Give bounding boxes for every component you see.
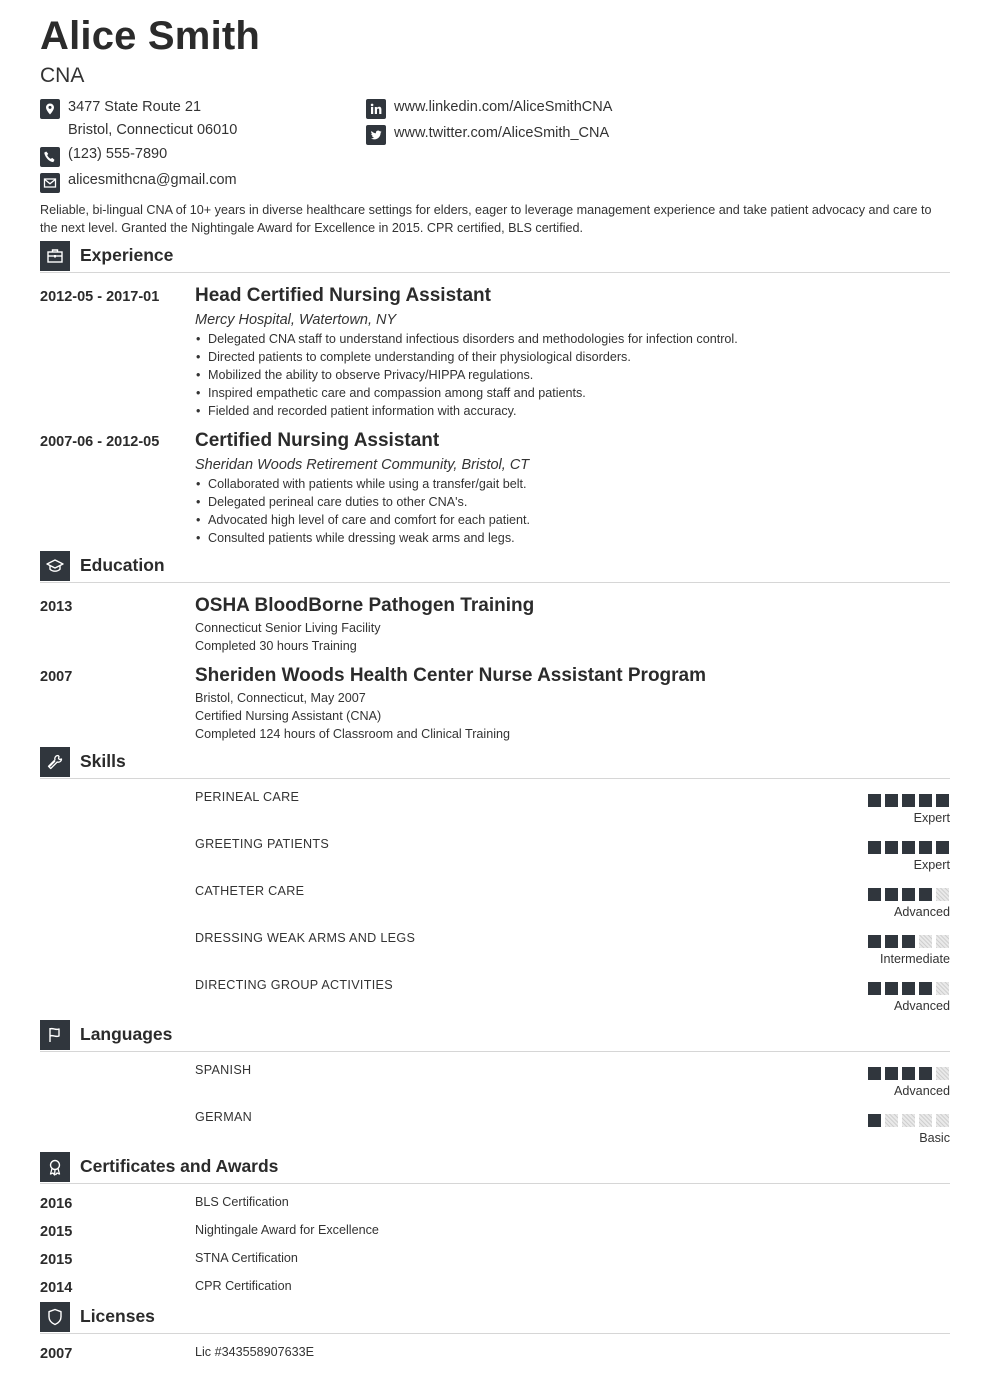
rating-square-filled [885,794,898,807]
job-bullet: • Directed patients to complete understanding of their physiological disorders. [195,348,738,366]
twitter-icon [366,125,386,145]
rating-square-empty [919,1114,932,1127]
skill-level: Expert [913,858,950,872]
rating-square-filled [885,888,898,901]
rating-square-filled [936,794,949,807]
education-detail: Completed 30 hours Training [195,639,357,653]
rating-square-filled [868,1114,881,1127]
language-rating [868,1067,950,1080]
certificate-year: 2016 [40,1196,73,1212]
linkedin-icon [366,99,386,119]
job-bullet: • Advocated high level of care and comfort for each patient. [195,511,530,529]
language-name: GERMAN [195,1110,253,1124]
location-pin-icon [40,99,60,119]
employer: Mercy Hospital, Watertown, NY [195,312,397,328]
language-level: Advanced [893,1084,950,1098]
education-detail: Bristol, Connecticut, May 2007 [195,691,366,705]
rating-square-filled [902,888,915,901]
education-detail: Certified Nursing Assistant (CNA) [195,709,382,723]
skill-name: CATHETER CARE [195,884,305,898]
job-title: Head Certified Nursing Assistant [195,285,491,306]
linkedin-link[interactable]: www.linkedin.com/AliceSmithCNA [394,99,613,115]
job-bullet: • Mobilized the ability to observe Privacy/HIPPA regulations. [195,366,738,384]
rating-square-filled [902,841,915,854]
skill-rating [868,982,950,995]
rating-square-filled [902,935,915,948]
skill-level: Advanced [893,999,950,1013]
skills-section-header [40,747,950,779]
language-rating [868,1114,950,1127]
skill-level: Advanced [893,905,950,919]
resume-headline: CNA [40,64,85,87]
rating-square-filled [868,1067,881,1080]
education-detail: Completed 124 hours of Classroom and Clinical Training [195,727,511,741]
experience-dates: 2012-05 - 2017-01 [40,289,160,305]
skill-name: DIRECTING GROUP ACTIVITIES [195,978,393,992]
job-bullets [195,330,738,420]
skill-rating [868,888,950,901]
rating-square-filled [868,888,881,901]
certificate-year: 2015 [40,1252,73,1268]
employer: Sheridan Woods Retirement Community, Bristol, CT [195,457,530,473]
language-name: SPANISH [195,1063,252,1077]
job-bullet: • Fielded and recorded patient information with accuracy. [195,402,738,420]
rating-square-filled [902,794,915,807]
job-bullet: • Delegated CNA staff to understand infectious disorders and methodologies for infection control. [195,330,738,348]
rating-square-filled [868,935,881,948]
skill-name: PERINEAL CARE [195,790,300,804]
license-year: 2007 [40,1346,73,1362]
languages-section-header [40,1020,950,1052]
phone-icon [40,147,60,167]
flag-icon [40,1020,70,1050]
license-number: Lic #343558907633E [195,1345,315,1359]
rating-square-filled [885,935,898,948]
rating-square-filled [919,1067,932,1080]
job-title: Certified Nursing Assistant [195,430,440,451]
rating-square-filled [868,841,881,854]
rating-square-empty [919,935,932,948]
experience-section-title: Experience [80,245,174,265]
certificate-year: 2014 [40,1280,73,1296]
rating-square-filled [902,982,915,995]
email-address[interactable]: alicesmithcna@gmail.com [68,172,237,188]
experience-section-header [40,241,950,273]
education-year: 2007 [40,669,73,685]
licenses-section-title: Licenses [80,1306,155,1326]
certificate-name: STNA Certification [195,1251,298,1265]
rating-square-empty [936,888,949,901]
job-bullet: • Delegated perineal care duties to other CNA's. [195,493,530,511]
languages-section-title: Languages [80,1024,173,1044]
rating-square-filled [919,794,932,807]
address-line-2: Bristol, Connecticut 06010 [68,122,238,138]
skill-name: GREETING PATIENTS [195,837,330,851]
rating-square-empty [936,1067,949,1080]
education-section-header [40,551,950,583]
certificate-name: CPR Certification [195,1279,292,1293]
award-ribbon-icon [40,1152,70,1182]
tools-icon [40,747,70,777]
professional-summary: Reliable, bi-lingual CNA of 10+ years in diverse healthcare settings for elders, eager to leverage management experience and take patient advocacy and care to the next level. Granted the Nightingale Award for Excellence in 2015. CPR certified, BLS certified. [40,203,932,235]
email-icon [40,173,60,193]
rating-square-filled [885,1067,898,1080]
job-bullet: • Consulted patients while dressing weak arms and legs. [195,529,530,547]
skill-rating [868,935,950,948]
certificate-year: 2015 [40,1224,73,1240]
rating-square-empty [902,1114,915,1127]
rating-square-empty [885,1114,898,1127]
education-title: Sheriden Woods Health Center Nurse Assistant Program [195,665,707,686]
rating-square-empty [936,1114,949,1127]
rating-square-filled [868,982,881,995]
experience-dates: 2007-06 - 2012-05 [40,434,160,450]
address-line-1: 3477 State Route 21 [68,99,202,115]
certificates-section-title: Certificates and Awards [80,1156,279,1176]
skill-rating [868,841,950,854]
education-section-title: Education [80,555,165,575]
job-bullet: • Inspired empathetic care and compassion among staff and patients. [195,384,738,402]
briefcase-icon [40,241,70,271]
licenses-section-header [40,1302,950,1334]
skill-level: Expert [913,811,950,825]
rating-square-filled [885,982,898,995]
skills-section-title: Skills [80,751,126,771]
resume-name: Alice Smith [40,14,261,58]
education-title: OSHA BloodBorne Pathogen Training [195,595,535,616]
education-detail: Connecticut Senior Living Facility [195,621,381,635]
job-bullet: • Collaborated with patients while using a transfer/gait belt. [195,475,530,493]
shield-icon [40,1302,70,1332]
certificate-name: BLS Certification [195,1195,289,1209]
twitter-link[interactable]: www.twitter.com/AliceSmith_CNA [394,125,610,141]
rating-square-filled [919,841,932,854]
language-level: Basic [919,1131,950,1145]
skill-level: Intermediate [879,952,950,966]
rating-square-filled [919,888,932,901]
job-bullets [195,475,530,547]
certificates-section-header [40,1152,950,1184]
skill-name: DRESSING WEAK ARMS AND LEGS [195,931,416,945]
graduation-cap-icon [40,551,70,581]
rating-square-empty [936,982,949,995]
phone-number[interactable]: (123) 555-7890 [68,146,168,162]
rating-square-filled [902,1067,915,1080]
rating-square-filled [868,794,881,807]
rating-square-filled [885,841,898,854]
rating-square-filled [936,841,949,854]
rating-square-empty [936,935,949,948]
rating-square-filled [919,982,932,995]
skill-rating [868,794,950,807]
certificate-name: Nightingale Award for Excellence [195,1223,379,1237]
education-year: 2013 [40,599,73,615]
